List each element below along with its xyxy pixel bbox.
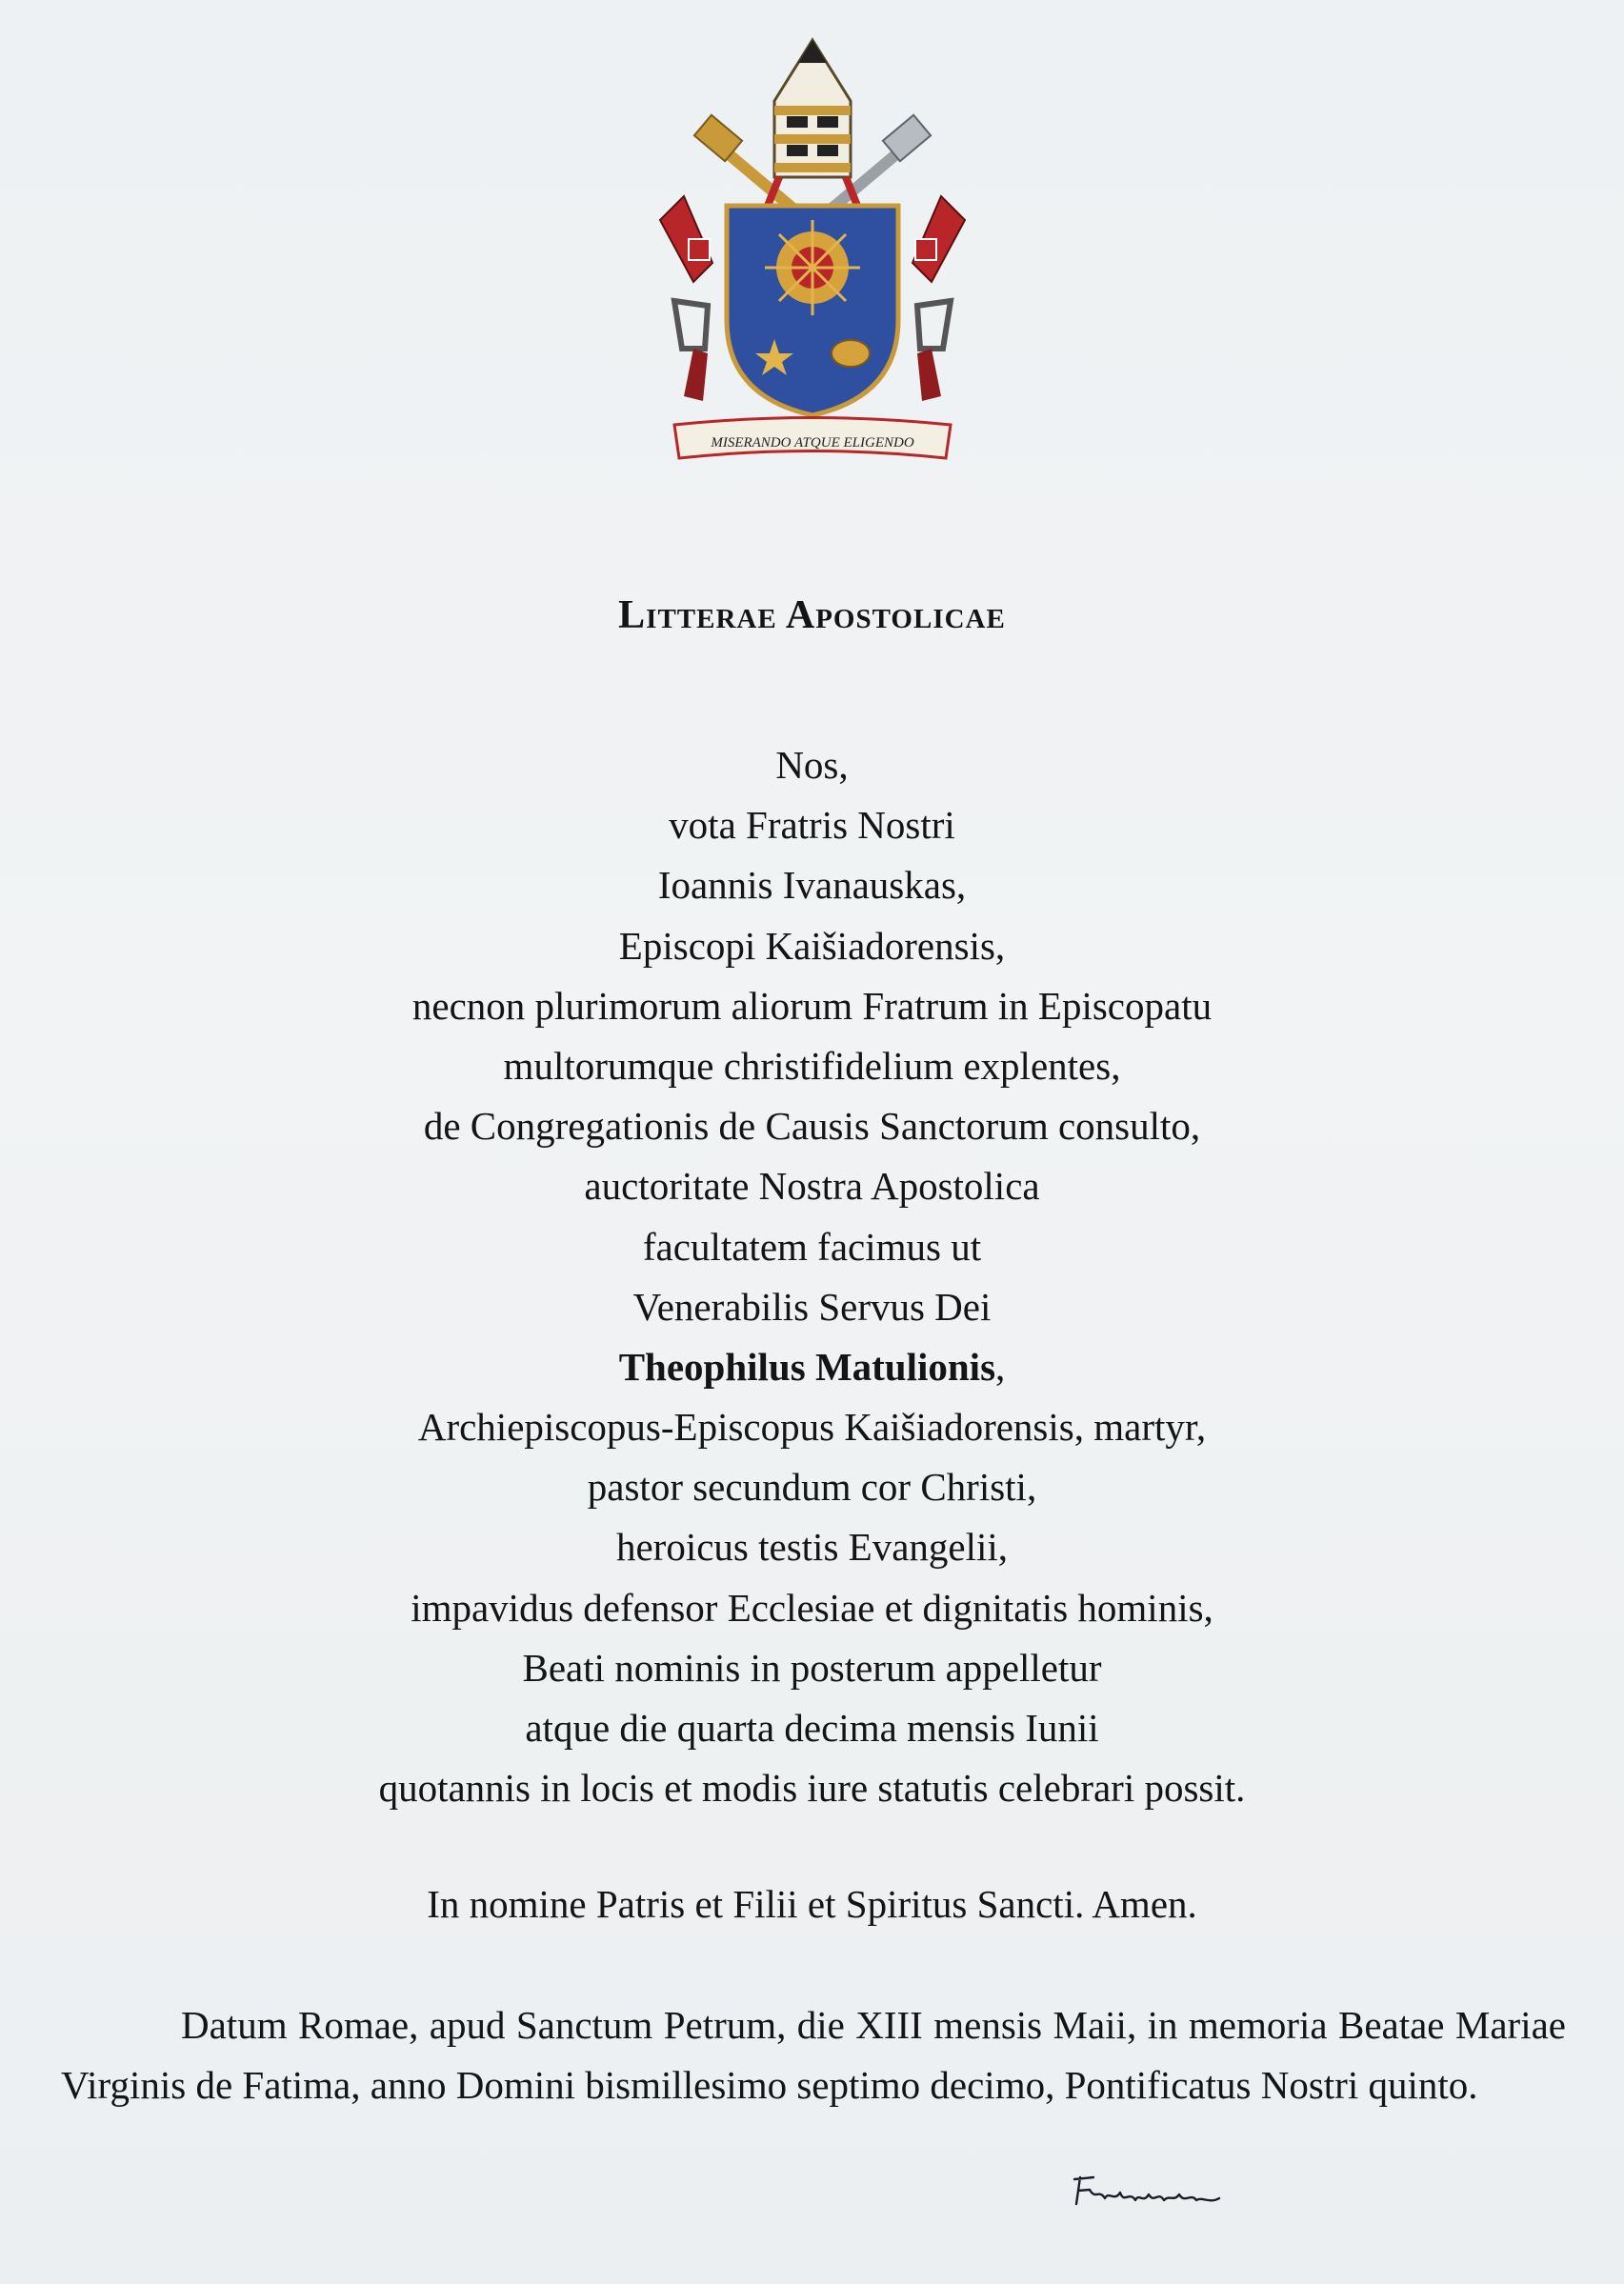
body-line: Episcopi Kaišiadorensis, <box>618 923 1006 968</box>
body-line: Venerabilis Servus Dei <box>632 1284 992 1329</box>
beatus-name: Theophilus Matulionis <box>618 1344 996 1389</box>
decree-body <box>0 735 1624 1818</box>
motto-scroll <box>674 418 951 459</box>
body-line: facultatem facimus ut <box>642 1224 982 1269</box>
body-line: Beati nominis in posterum appelletur <box>522 1645 1102 1690</box>
motto-text: MISERANDO ATQUE ELIGENDO <box>711 435 914 451</box>
body-line-suffix: , <box>995 1344 1006 1389</box>
body-line: impavidus defensor Ecclesiae et dignitatis hominis, <box>411 1585 1213 1630</box>
body-line: auctoritate Nostra Apostolica <box>584 1164 1040 1209</box>
body-line: Archiepiscopus-Episcopus Kaišiadorensis, martyr, <box>417 1405 1207 1450</box>
body-line: atque die quarta decima mensis Iunii <box>525 1706 1099 1750</box>
dating-clause: Datum Romae, apud Sanctum Petrum, die XIII mensis Maii, in memoria Beatae Mariae Virginis de Fatima, anno Domini bismillesimo septimo decimo, Pontificatus Nostri quinto. <box>61 2003 1566 2107</box>
closing-invocation: In nomine Patris et Filii et Spiritus Sancti. Amen. <box>427 1882 1197 1926</box>
papal-coat-of-arms-icon <box>655 34 970 472</box>
body-line: Ioannis Ivanauskas, <box>657 863 967 908</box>
document-title: Litterae Apostolicae <box>618 593 1006 637</box>
signature-franciscus <box>1067 2162 1257 2219</box>
body-line: pastor secundum cor Christi, <box>587 1465 1037 1510</box>
body-line: vota Fratris Nostri <box>669 803 955 848</box>
body-line: quotannis in locis et modis iure statutis celebrari possit. <box>378 1766 1246 1811</box>
body-line <box>0 1337 1624 1397</box>
body-line: de Congregationis de Causis Sanctorum consulto, <box>423 1104 1201 1149</box>
shield-icon <box>727 206 898 415</box>
body-line: heroicus testis Evangelii, <box>615 1525 1009 1570</box>
body-line: multorumque christifidelium explentes, <box>503 1043 1121 1088</box>
body-line: Nos, <box>775 743 849 787</box>
body-line: necnon plurimorum aliorum Fratrum in Episcopatu <box>411 983 1213 1028</box>
